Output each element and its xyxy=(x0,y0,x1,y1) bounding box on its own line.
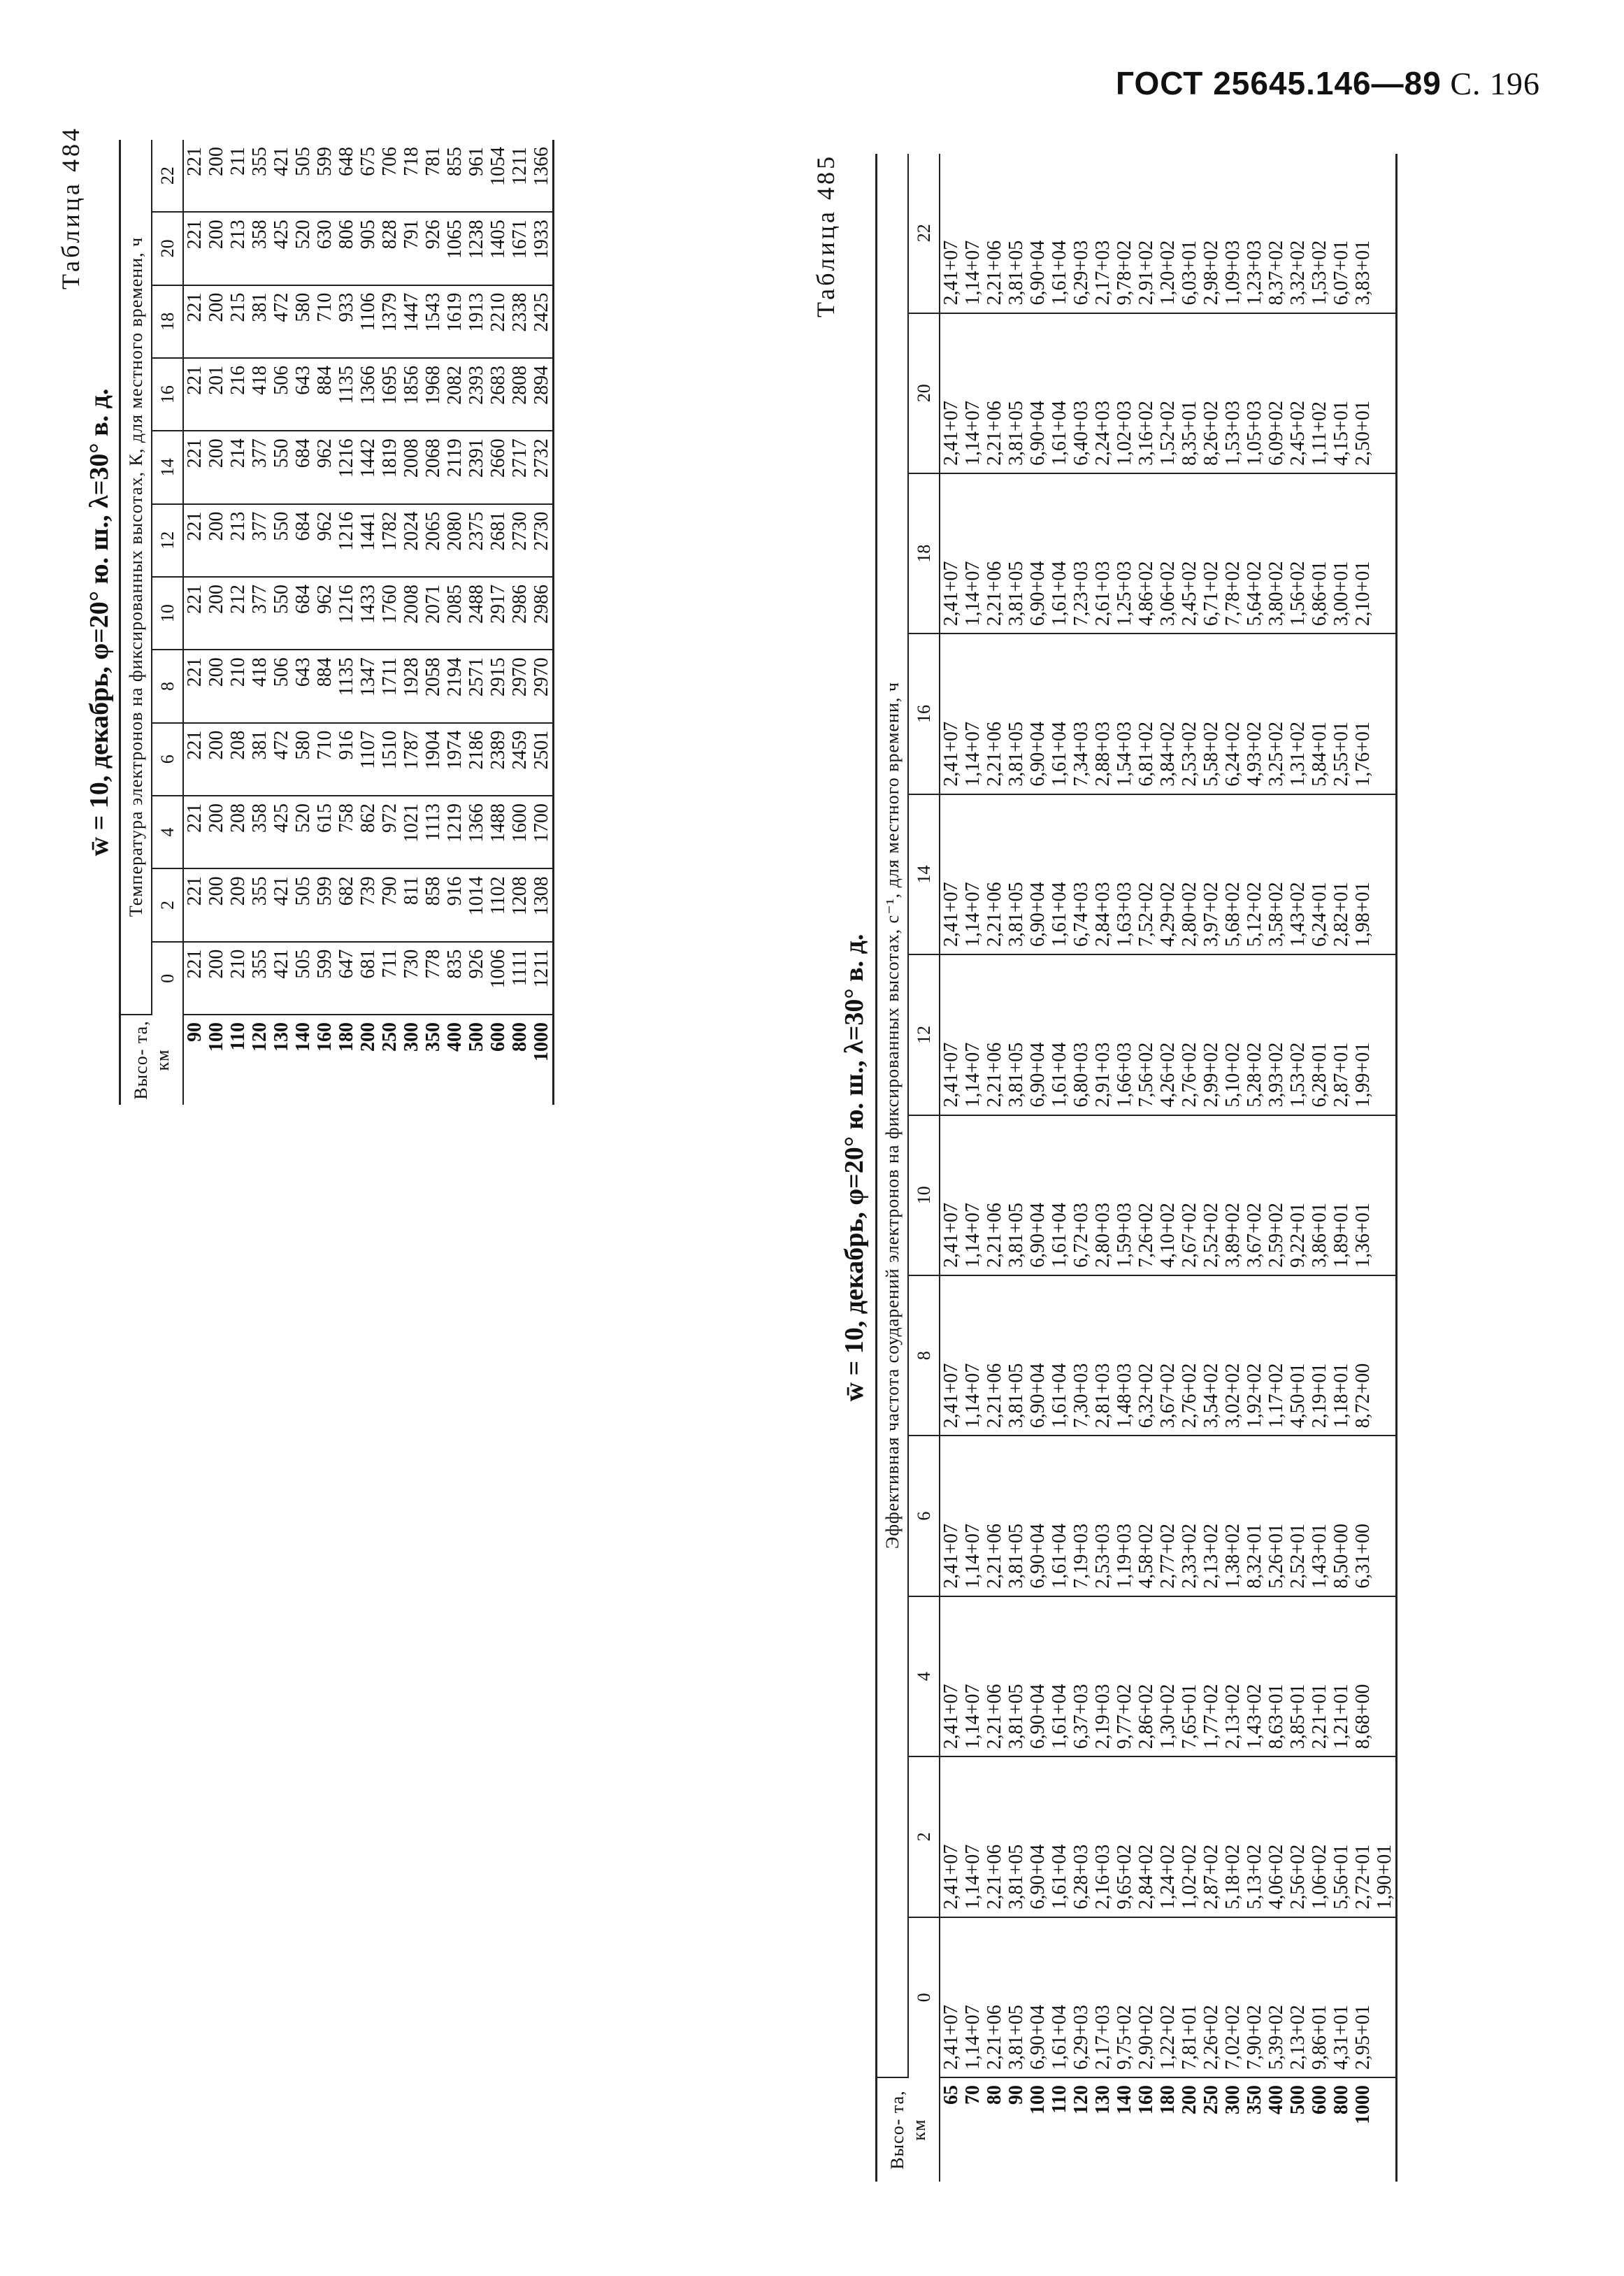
page-number: С. 196 xyxy=(1450,66,1540,101)
hour-header: 18 xyxy=(152,285,183,358)
table-485-caption: Эффективная частота соударений электронов на фиксированных высотах, с⁻¹, для местного времени, ч xyxy=(877,154,909,2077)
hour-header: 8 xyxy=(908,1275,940,1436)
data-column: 221 200 208 381 472 580 710 916 1107 1510 1787 1904 1974 2186 2389 2459 2501 xyxy=(183,723,554,796)
data-column: 2,41+07 1,14+07 2,21+06 3,81+05 6,90+04 1,61+04 7,23+03 2,61+03 1,25+03 4,86+02 3,06+02 2,45+02 6,71+02 7,78+02 5,64+02 3,80+02 1,56+02 6,86+01 3,00+01 2,10+01 xyxy=(940,473,1397,634)
table-484-caption: Температура электронов на фиксированных высотах, К, для местного времени, ч xyxy=(120,140,152,1015)
data-column: 2,41+07 1,14+07 2,21+06 3,81+05 6,90+04 1,61+04 6,29+03 2,17+03 9,78+02 2,91+02 1,20+02 6,03+01 2,98+02 1,09+03 1,23+03 8,37+02 3,32+02 1,53+02 6,07+01 3,83+01 xyxy=(940,154,1397,313)
hour-header: 16 xyxy=(152,358,183,431)
table-484-title: w̄ = 10, декабрь, φ=20° ю. ш., λ=30° в. д. xyxy=(85,388,114,857)
hour-header: 4 xyxy=(152,796,183,868)
table-484-block xyxy=(56,126,769,1105)
page-header xyxy=(1116,64,1540,102)
data-column: 221 200 210 355 421 505 599 647 681 711 730 778 835 926 1006 1111 1211 xyxy=(183,942,554,1015)
data-column: 2,41+07 1,14+07 2,21+06 3,81+05 6,90+04 1,61+04 7,34+03 2,88+03 1,54+03 6,81+02 3,84+02 2,53+02 5,58+02 6,24+02 4,93+02 3,25+02 1,31+02 5,84+01 2,55+01 1,76+01 xyxy=(940,634,1397,794)
data-column: 221 200 208 358 425 520 615 758 862 972 1021 1113 1219 1366 1488 1600 1700 xyxy=(183,796,554,868)
hour-header: 0 xyxy=(908,1917,940,2077)
gost-number: ГОСТ 25645.146—89 xyxy=(1115,65,1442,101)
data-column: 2,41+07 1,14+07 2,21+06 3,81+05 6,90+04 1,61+04 7,19+03 2,53+03 1,19+03 4,58+02 2,77+02 2,33+02 2,13+02 1,38+02 8,32+01 5,26+01 2,52+01 1,43+01 8,50+00 6,31+00 xyxy=(940,1436,1397,1596)
altitude-header: Высо- та, км xyxy=(120,1015,184,1105)
hour-header: 4 xyxy=(908,1596,940,1756)
data-column: 2,41+07 1,14+07 2,21+06 3,81+05 6,90+04 1,61+04 6,74+03 2,84+03 1,63+03 7,52+02 4,29+02 2,80+02 3,97+02 5,68+02 5,12+02 3,58+02 1,43+02 6,24+01 2,82+01 1,98+01 xyxy=(940,794,1397,954)
hour-header: 10 xyxy=(152,577,183,650)
hour-header: 6 xyxy=(908,1436,940,1596)
hour-header: 20 xyxy=(152,212,183,285)
data-column: 221 201 216 418 506 643 884 1135 1366 1695 1856 1968 2082 2393 2683 2808 2894 xyxy=(183,358,554,431)
table-485-title: w̄ = 10, декабрь, φ=20° ю. ш., λ=30° в. д. xyxy=(840,933,869,1402)
hour-header: 6 xyxy=(152,723,183,796)
hour-header: 14 xyxy=(908,794,940,954)
data-column: 2,41+07 1,14+07 2,21+06 3,81+05 6,90+04 1,61+04 6,28+03 2,16+03 9,65+02 2,84+02 1,24+02 1,02+02 2,87+02 5,18+02 5,13+02 4,06+02 2,56+02 1,06+02 5,56+01 2,72+01 1,90+01 xyxy=(940,1756,1397,1917)
hour-header: 22 xyxy=(908,154,940,313)
data-column: 221 200 215 381 472 580 710 933 1106 1379 1447 1543 1619 1913 2210 2338 2425 xyxy=(183,285,554,358)
altitude-header: Высо- та, км xyxy=(877,2077,940,2182)
data-column: 221 200 209 355 421 505 599 682 739 790 811 858 916 1014 1102 1208 1308 xyxy=(183,868,554,941)
hour-header: 2 xyxy=(908,1756,940,1917)
data-column: 2,41+07 1,14+07 2,21+06 3,81+05 6,90+04 1,61+04 6,72+03 2,80+03 1,59+03 7,26+02 4,10+02 2,67+02 2,52+02 3,89+02 3,67+02 2,59+02 9,22+01 3,86+01 1,89+01 1,36+01 xyxy=(940,1115,1397,1275)
table-484 xyxy=(119,140,554,1105)
data-column: 221 200 213 377 550 684 962 1216 1441 1782 2024 2065 2080 2375 2681 2730 2730 xyxy=(183,504,554,577)
table-485-label: Таблица 485 xyxy=(812,154,840,317)
data-column: 221 200 211 355 421 505 599 648 675 706 718 781 855 961 1054 1211 1366 xyxy=(183,140,554,212)
hour-header: 18 xyxy=(908,473,940,634)
hour-header: 22 xyxy=(152,140,183,212)
data-column: 2,41+07 1,14+07 2,21+06 3,81+05 6,90+04 1,61+04 6,80+03 2,91+03 1,66+03 7,56+02 4,26+02 2,76+02 2,99+02 5,10+02 5,28+02 3,93+02 1,53+02 6,28+01 2,87+01 1,99+01 xyxy=(940,954,1397,1115)
table-485 xyxy=(875,154,1397,2182)
hour-header: 0 xyxy=(152,942,183,1015)
data-column: 221 200 210 418 506 643 884 1135 1347 1711 1928 2058 2194 2571 2915 2970 2970 xyxy=(183,650,554,722)
hour-header: 8 xyxy=(152,650,183,722)
data-column: 221 200 212 377 550 684 962 1216 1433 1760 2008 2071 2085 2488 2917 2986 2986 xyxy=(183,577,554,650)
data-column: 2,41+07 1,14+07 2,21+06 3,81+05 6,90+04 1,61+04 6,40+03 2,24+03 1,02+03 3,16+02 1,52+02 8,35+01 8,26+02 1,53+03 1,05+03 6,09+02 2,45+02 1,11+02 4,15+01 2,50+01 xyxy=(940,313,1397,473)
table-484-label: Таблица 484 xyxy=(57,126,85,289)
table-485-block xyxy=(811,154,1552,2182)
hour-header: 12 xyxy=(152,504,183,577)
hour-header: 2 xyxy=(152,868,183,941)
data-column: 221 200 214 377 550 684 962 1216 1442 1819 2008 2068 2119 2391 2660 2717 2732 xyxy=(183,431,554,503)
hour-header: 20 xyxy=(908,313,940,473)
hour-header: 12 xyxy=(908,954,940,1115)
data-column: 221 200 213 358 425 520 630 806 905 828 791 926 1065 1238 1405 1671 1933 xyxy=(183,212,554,285)
data-column: 2,41+07 1,14+07 2,21+06 3,81+05 6,90+04 1,61+04 6,37+03 2,19+03 9,77+02 2,86+02 1,30+02 7,65+01 1,77+02 2,13+02 1,43+02 8,63+01 3,85+01 2,21+01 1,21+01 8,68+00 xyxy=(940,1596,1397,1756)
altitude-column: 65 70 80 90 100 110 120 130 140 160 180 200 250 300 350 400 500 600 800 1000 xyxy=(940,2085,1374,2124)
altitude-column: 90 100 110 120 130 140 160 180 200 250 300 350 400 500 600 800 1000 xyxy=(184,1022,552,1061)
hour-header: 16 xyxy=(908,634,940,794)
data-column: 2,41+07 1,14+07 2,21+06 3,81+05 6,90+04 1,61+04 7,30+03 2,81+03 1,48+03 6,32+02 3,67+02 2,76+02 3,54+02 3,02+02 1,92+02 1,17+02 4,50+01 2,19+01 1,18+01 8,72+00 xyxy=(940,1275,1397,1436)
hour-header: 14 xyxy=(152,431,183,503)
data-column: 2,41+07 1,14+07 2,21+06 3,81+05 6,90+04 1,61+04 6,29+03 2,17+03 9,75+02 2,90+02 1,22+02 7,81+01 2,26+02 7,02+02 7,90+02 5,39+02 2,13+02 9,86+01 4,31+01 2,95+01 xyxy=(940,1917,1397,2077)
hour-header: 10 xyxy=(908,1115,940,1275)
